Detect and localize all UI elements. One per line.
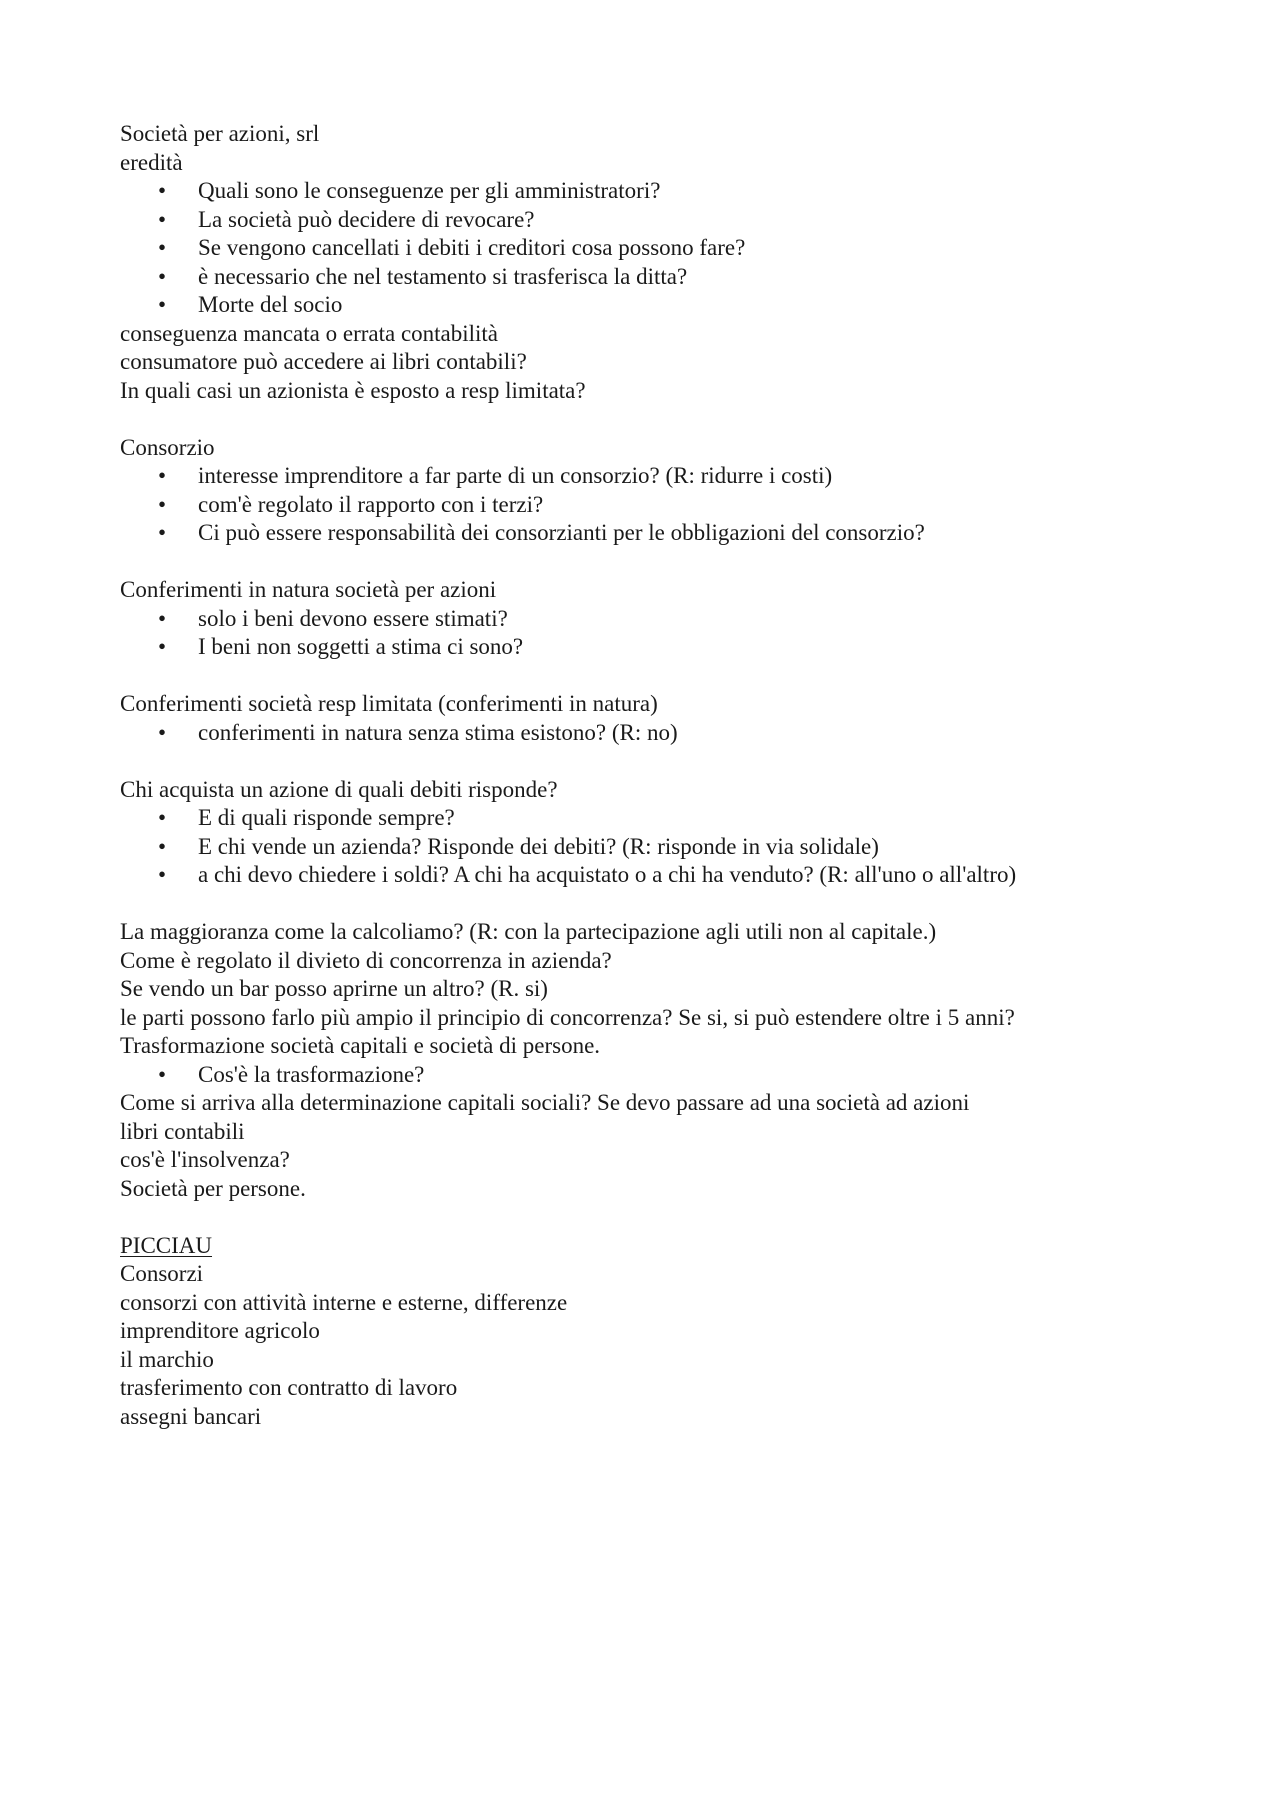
bullet-icon: •	[158, 206, 167, 232]
bullet-icon: •	[158, 263, 167, 289]
bullet-item	[120, 177, 1180, 206]
bullet-icon: •	[158, 605, 167, 631]
text-line: conseguenza mancata o errata contabilità	[120, 320, 499, 346]
text-line: Conferimenti società resp limitata (conferimenti in natura)	[120, 691, 658, 716]
bullet-text: solo i beni devono essere stimati?	[198, 605, 508, 631]
blank-line	[120, 747, 1180, 776]
bullet-item	[120, 291, 1180, 320]
bullet-item	[120, 263, 1180, 292]
bullet-item	[120, 462, 1180, 491]
bullet-icon: •	[158, 833, 167, 859]
bullet-text: conferimenti in natura senza stima esistono? (R: no)	[198, 719, 678, 745]
bullet-item	[120, 633, 1180, 662]
bullet-text: E di quali risponde sempre?	[198, 805, 455, 830]
section-heading	[120, 1232, 1180, 1261]
text-line: eredità	[120, 149, 183, 175]
bullet-text: I beni non soggetti a stima ci sono?	[198, 634, 524, 659]
text-line: consumatore può accedere ai libri contabili?	[120, 349, 527, 374]
text-line: trasferimento con contratto di lavoro	[120, 1375, 458, 1400]
bullet-item	[120, 234, 1180, 263]
blank-line	[120, 1203, 1180, 1232]
text-line: In quali casi un azionista è esposto a resp limitata?	[120, 377, 586, 403]
bullet-item	[120, 206, 1180, 235]
bullet-icon: •	[158, 805, 167, 830]
bullet-text: a chi devo chiedere i soldi? A chi ha acquistato o a chi ha venduto? (R: all'uno o all'altro)	[198, 862, 1017, 887]
bullet-icon: •	[158, 292, 167, 317]
bullet-icon: •	[158, 719, 167, 745]
text-line: il marchio	[120, 1346, 214, 1372]
text-line: Consorzio	[120, 434, 215, 460]
bullet-item	[120, 833, 1180, 862]
bullet-icon: •	[158, 520, 167, 545]
bullet-text: E chi vende un azienda? Risponde dei debiti? (R: risponde in via solidale)	[198, 833, 879, 859]
text-line: Società per azioni, srl	[120, 121, 320, 146]
bullet-text: Se vengono cancellati i debiti i creditori cosa possono fare?	[198, 235, 746, 260]
bullet-text: Quali sono le conseguenze per gli amministratori?	[198, 178, 661, 203]
blank-line	[120, 662, 1180, 691]
text-line: cos'è l'insolvenza?	[120, 1147, 290, 1172]
blank-line	[120, 890, 1180, 919]
bullet-item	[120, 491, 1180, 520]
text-line: le parti possono farlo più ampio il principio di concorrenza? Se si, si può estendere oltre i 5 anni?	[120, 1004, 1015, 1030]
bullet-item	[120, 605, 1180, 634]
bullet-text: La società può decidere di revocare?	[198, 206, 535, 232]
blank-line	[120, 405, 1180, 434]
text-line: Se vendo un bar posso aprirne un altro? (R. si)	[120, 976, 548, 1001]
bullet-text: interesse imprenditore a far parte di un consorzio? (R: ridurre i costi)	[198, 463, 833, 488]
bullet-icon: •	[158, 862, 167, 887]
blank-line	[120, 548, 1180, 577]
text-line: assegni bancari	[120, 1403, 262, 1429]
text-line: Trasformazione società capitali e società di persone.	[120, 1033, 601, 1058]
text-line: Conferimenti in natura società per azioni	[120, 577, 497, 602]
text-line: libri contabili	[120, 1118, 245, 1144]
bullet-icon: •	[158, 235, 167, 260]
document-page	[120, 120, 1180, 1431]
bullet-text: è necessario che nel testamento si trasferisca la ditta?	[198, 263, 688, 289]
bullet-icon: •	[158, 463, 167, 488]
bullet-text: Cos'è la trasformazione?	[198, 1061, 425, 1087]
bullet-icon: •	[158, 634, 167, 659]
text-line: Consorzi	[120, 1261, 204, 1286]
bullet-item	[120, 1061, 1180, 1090]
text-line: Come si arriva alla determinazione capitali sociali? Se devo passare ad una società ad azioni	[120, 1090, 970, 1115]
heading-text: PICCIAU	[120, 1232, 213, 1258]
text-line: imprenditore agricolo	[120, 1318, 320, 1343]
bullet-item	[120, 519, 1180, 548]
text-line: La maggioranza come la calcoliamo? (R: con la partecipazione agli utili non al capitale.)	[120, 919, 937, 944]
bullet-item	[120, 861, 1180, 890]
bullet-text: Morte del socio	[198, 292, 343, 317]
bullet-item	[120, 804, 1180, 833]
bullet-text: Ci può essere responsabilità dei consorzianti per le obbligazioni del consorzio?	[198, 520, 925, 545]
bullet-icon: •	[158, 1061, 167, 1087]
text-line: Chi acquista un azione di quali debiti risponde?	[120, 776, 558, 802]
bullet-text: com'è regolato il rapporto con i terzi?	[198, 491, 544, 517]
text-line: Come è regolato il divieto di concorrenza in azienda?	[120, 947, 612, 973]
text-line: consorzi con attività interne e esterne, differenze	[120, 1289, 568, 1315]
bullet-icon: •	[158, 491, 167, 517]
text-line: Società per persone.	[120, 1175, 306, 1201]
bullet-item	[120, 719, 1180, 748]
bullet-icon: •	[158, 178, 167, 203]
